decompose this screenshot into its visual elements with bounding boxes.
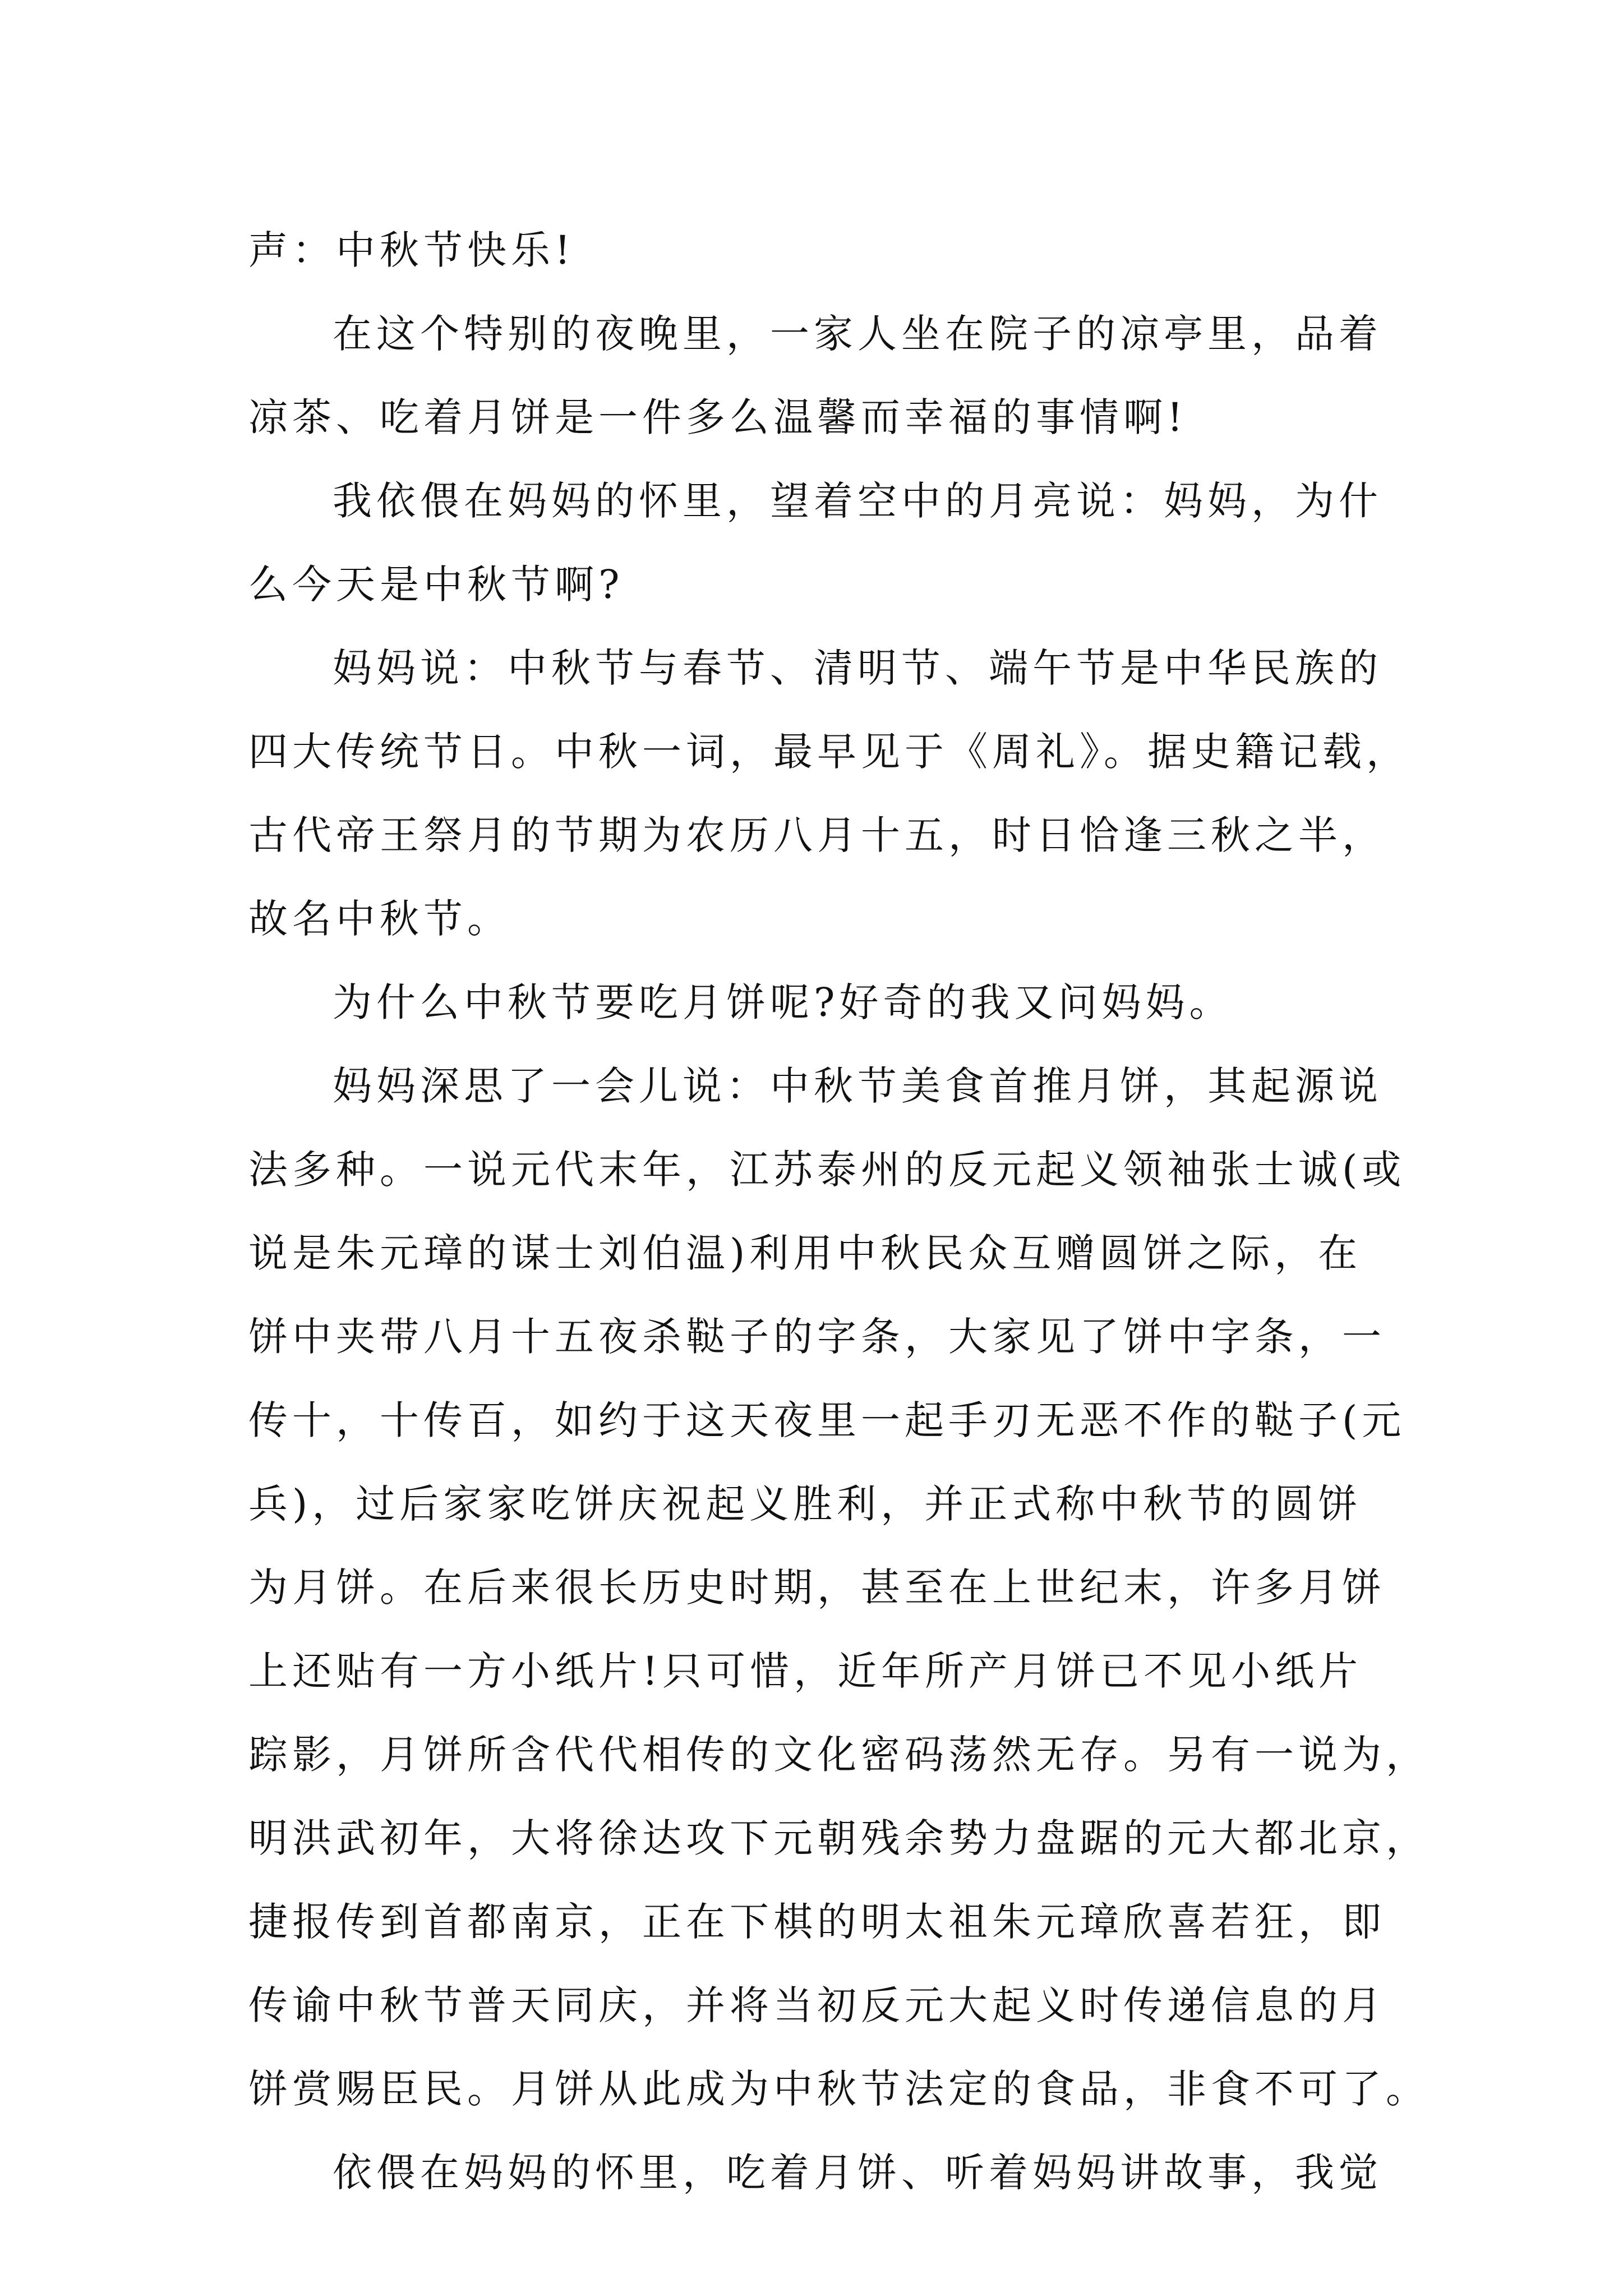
text-line: 为什么中秋节要吃月饼呢?好奇的我又问妈妈。 [333, 979, 1233, 1025]
text-line: 么今天是中秋节啊? [248, 562, 624, 608]
document-body [248, 209, 1430, 2215]
text-line: 传谕中秋节普天同庆，并将当初反元大起义时传递信息的月 [248, 1982, 1386, 2028]
text-line: 四大传统节日。中秋一词，最早见于《周礼》。据史籍记载， [248, 729, 1410, 775]
text-line: 饼赏赐臣民。月饼从此成为中秋节法定的食品，非食不可了。 [248, 2066, 1430, 2112]
text-line: 故名中秋节。 [248, 896, 511, 942]
text-line: 踪影，月饼所含代代相传的文化密码荡然无存。另有一说为， [248, 1732, 1430, 1778]
text-line: 说是朱元璋的谋士刘伯温)利用中秋民众互赠圆饼之际，在 [248, 1230, 1362, 1276]
text-line: 传十，十传百，如约于这天夜里一起手刃无恶不作的鞑子(元 [248, 1397, 1406, 1443]
text-line: 声：中秋节快乐! [248, 227, 575, 273]
text-line: 依偎在妈妈的怀里，吃着月饼、听着妈妈讲故事，我觉 [333, 2150, 1382, 2196]
text-line: 我依偎在妈妈的怀里，望着空中的月亮说：妈妈，为什 [333, 478, 1382, 524]
text-line: 明洪武初年，大将徐达攻下元朝残余势力盘踞的元大都北京， [248, 1815, 1430, 1861]
text-line: 在这个特别的夜晚里，一家人坐在院子的凉亭里，品着 [333, 311, 1382, 357]
text-line: 妈妈说：中秋节与春节、清明节、端午节是中华民族的 [333, 645, 1382, 691]
text-line: 妈妈深思了一会儿说：中秋节美食首推月饼，其起源说 [333, 1063, 1382, 1109]
text-line: 为月饼。在后来很长历史时期，甚至在上世纪末，许多月饼 [248, 1565, 1386, 1611]
text-line: 法多种。一说元代末年，江苏泰州的反元起义领袖张士诚(或 [248, 1147, 1406, 1193]
text-line: 饼中夹带八月十五夜杀鞑子的字条，大家见了饼中字条，一 [248, 1314, 1386, 1360]
text-line: 兵)，过后家家吃饼庆祝起义胜利，并正式称中秋节的圆饼 [248, 1481, 1362, 1527]
text-line: 上还贴有一方小纸片!只可惜，近年所产月饼已不见小纸片 [248, 1648, 1363, 1694]
text-line: 古代帝王祭月的节期为农历八月十五，时日恰逢三秋之半， [248, 812, 1386, 858]
text-line: 凉茶、吃着月饼是一件多么温馨而幸福的事情啊! [248, 394, 1188, 440]
text-line: 捷报传到首都南京，正在下棋的明太祖朱元璋欣喜若狂，即 [248, 1899, 1386, 1945]
